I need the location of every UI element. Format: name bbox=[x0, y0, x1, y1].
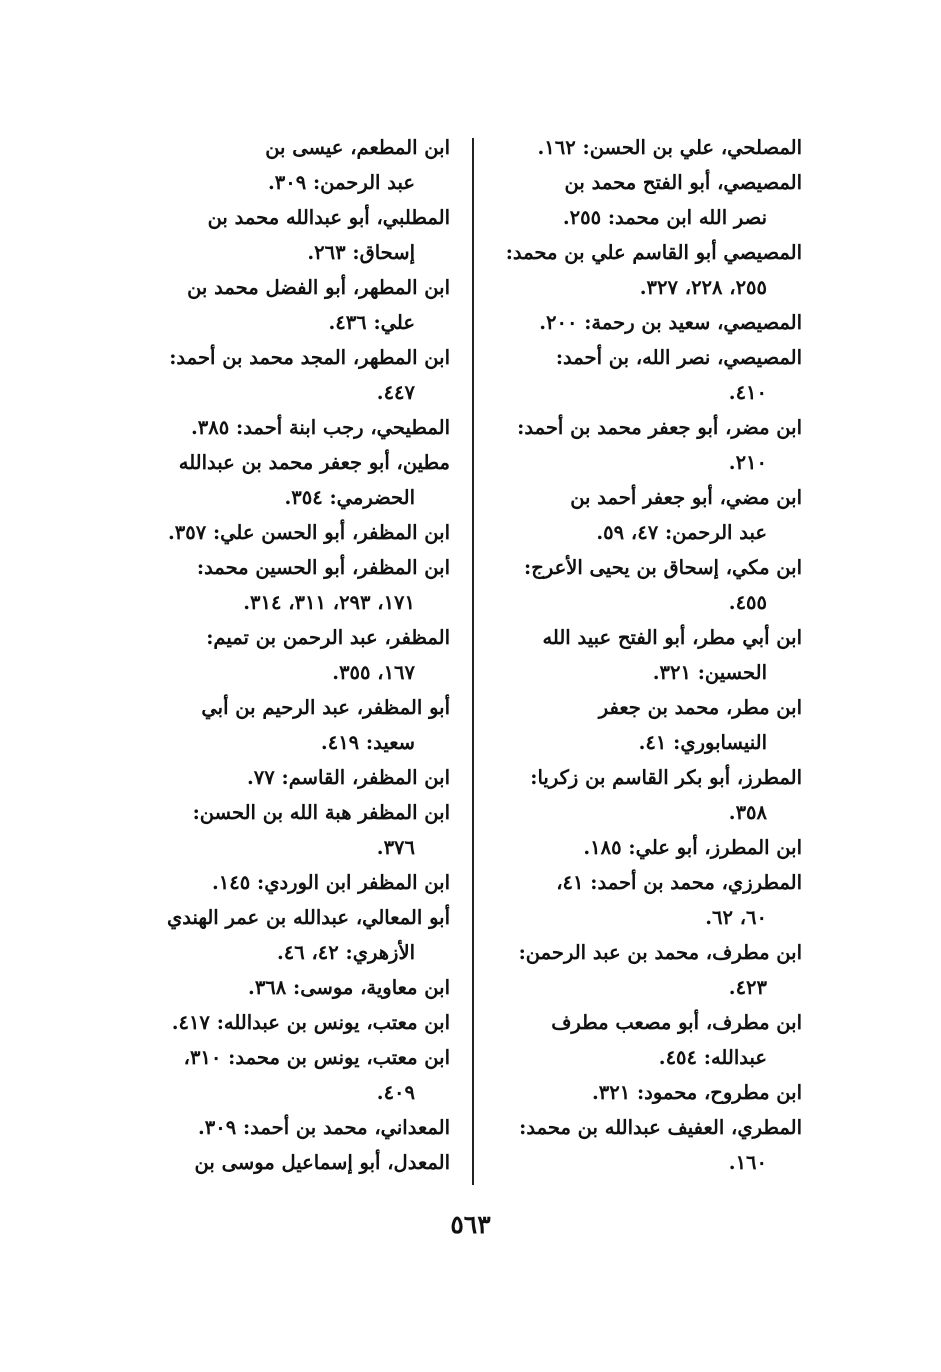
index-entry: ابن مضر، أبو جعفر محمد بن أحمد: bbox=[517, 416, 802, 439]
index-entry-continuation: ٤٤٧. bbox=[376, 381, 415, 404]
index-entry-continuation: ٣٧٦. bbox=[376, 836, 415, 859]
index-entry: ابن مطروح، محمود: ٣٢١. bbox=[591, 1081, 802, 1104]
index-entry: المطيحي، رجب ابنة أحمد: ٣٨٥. bbox=[190, 416, 450, 439]
column-divider bbox=[472, 138, 474, 1185]
index-entry-continuation: ١٦٧، ٣٥٥. bbox=[332, 661, 415, 684]
index-entry: ابن المظفر، أبو الحسين محمد: bbox=[196, 556, 450, 579]
index-entry: ابن المطرز، أبو علي: ١٨٥. bbox=[583, 836, 802, 859]
index-entry: ابن معاوية، موسى: ٣٦٨. bbox=[248, 976, 450, 999]
index-entry: المعداني، محمد بن أحمد: ٣٠٩. bbox=[197, 1116, 450, 1139]
index-entry-continuation: النيسابوري: ٤١. bbox=[638, 731, 767, 754]
index-entry: المطرز، أبو بكر القاسم بن زكريا: bbox=[530, 766, 802, 789]
index-entry: المصيصي، نصر الله، بن أحمد: bbox=[555, 346, 802, 369]
index-entry: أبو المعالي، عبدالله بن عمر الهندي bbox=[166, 906, 450, 929]
index-entry-continuation: عبد الرحمن: ٣٠٩. bbox=[267, 171, 415, 194]
index-entry: ابن مضي، أبو جعفر أحمد بن bbox=[570, 486, 802, 509]
page-number: ٥٦٣ bbox=[450, 1210, 491, 1239]
index-column-right bbox=[497, 130, 802, 1180]
index-entry: ابن المظفر هبة الله بن الحسن: bbox=[192, 801, 450, 824]
index-entry-continuation: سعيد: ٤١٩. bbox=[320, 731, 415, 754]
index-entry: ابن المطعم، عيسى بن bbox=[265, 136, 450, 159]
index-entry-continuation: ١٧١، ٢٩٣، ٣١١، ٣١٤. bbox=[243, 591, 415, 614]
index-entry: ابن مطر، محمد بن جعفر bbox=[598, 696, 802, 719]
index-entry: ابن المظفر، أبو الحسن علي: ٣٥٧. bbox=[167, 521, 450, 544]
index-column-left bbox=[145, 130, 450, 1180]
index-entry-continuation: ٤٥٥. bbox=[728, 591, 767, 614]
index-entry: ابن مطرف، محمد بن عبد الرحمن: bbox=[518, 941, 802, 964]
index-entry-continuation: نصر الله ابن محمد: ٢٥٥. bbox=[562, 206, 767, 229]
index-entry-continuation: الحضرمي: ٣٥٤. bbox=[284, 486, 415, 509]
index-entry-continuation: ٢٥٥، ٢٢٨، ٣٢٧. bbox=[639, 276, 767, 299]
index-entry: ابن معتب، يونس بن محمد: ٣١٠، bbox=[183, 1046, 450, 1069]
index-entry: ابن أبي مطر، أبو الفتح عبيد الله bbox=[542, 626, 802, 649]
index-entry-continuation: ١٦٠. bbox=[728, 1151, 767, 1174]
index-entry: المصلحي، علي بن الحسن: ١٦٢. bbox=[537, 136, 802, 159]
index-entry: ابن المظفر ابن الوردي: ١٤٥. bbox=[212, 871, 450, 894]
index-entry: ابن المطهر، أبو الفضل محمد بن bbox=[187, 276, 450, 299]
index-entry: ابن المظفر، القاسم: ٧٧. bbox=[246, 766, 450, 789]
index-entry: المطرزي، محمد بن أحمد: ٤١، bbox=[556, 871, 802, 894]
index-entry: المطلبي، أبو عبدالله محمد بن bbox=[207, 206, 450, 229]
index-entry-continuation: ٤٢٣. bbox=[728, 976, 767, 999]
index-entry-continuation: علي: ٤٣٦. bbox=[328, 311, 415, 334]
index-entry: المظفر، عبد الرحمن بن تميم: bbox=[206, 626, 450, 649]
index-entry-continuation: ٤١٠. bbox=[728, 381, 767, 404]
index-entry-continuation: إسحاق: ٢٦٣. bbox=[307, 241, 415, 264]
index-entry: ابن مكي، إسحاق بن يحيى الأعرج: bbox=[524, 556, 802, 579]
index-entry-continuation: ٣٥٨. bbox=[728, 801, 767, 824]
index-entry-continuation: الحسين: ٣٢١. bbox=[652, 661, 767, 684]
index-entry: المعدل، أبو إسماعيل موسى بن bbox=[194, 1151, 450, 1174]
index-entry-continuation: عبدالله: ٤٥٤. bbox=[658, 1046, 767, 1069]
index-entry-continuation: ٦٠، ٦٢. bbox=[705, 906, 767, 929]
index-entry: المصيصي أبو القاسم علي بن محمد: bbox=[505, 241, 802, 264]
index-entry: ابن مطرف، أبو مصعب مطرف bbox=[551, 1011, 802, 1034]
index-entry: المطري، العفيف عبدالله بن محمد: bbox=[519, 1116, 802, 1139]
index-entry: المصيصي، أبو الفتح محمد بن bbox=[564, 171, 802, 194]
index-entry: أبو المظفر، عبد الرحيم بن أبي bbox=[201, 696, 450, 719]
index-entry-continuation: ٤٠٩. bbox=[376, 1081, 415, 1104]
index-entry: المصيصي، سعيد بن رحمة: ٢٠٠. bbox=[539, 311, 802, 334]
index-entry-continuation: الأزهري: ٤٢، ٤٦. bbox=[276, 941, 415, 964]
index-entry: ابن المطهر، المجد محمد بن أحمد: bbox=[169, 346, 450, 369]
index-entry: ابن معتب، يونس بن عبدالله: ٤١٧. bbox=[171, 1011, 450, 1034]
index-entry-continuation: ٢١٠. bbox=[728, 451, 767, 474]
index-entry-continuation: عبد الرحمن: ٤٧، ٥٩. bbox=[596, 521, 767, 544]
index-entry: مطين، أبو جعفر محمد بن عبدالله bbox=[178, 451, 450, 474]
